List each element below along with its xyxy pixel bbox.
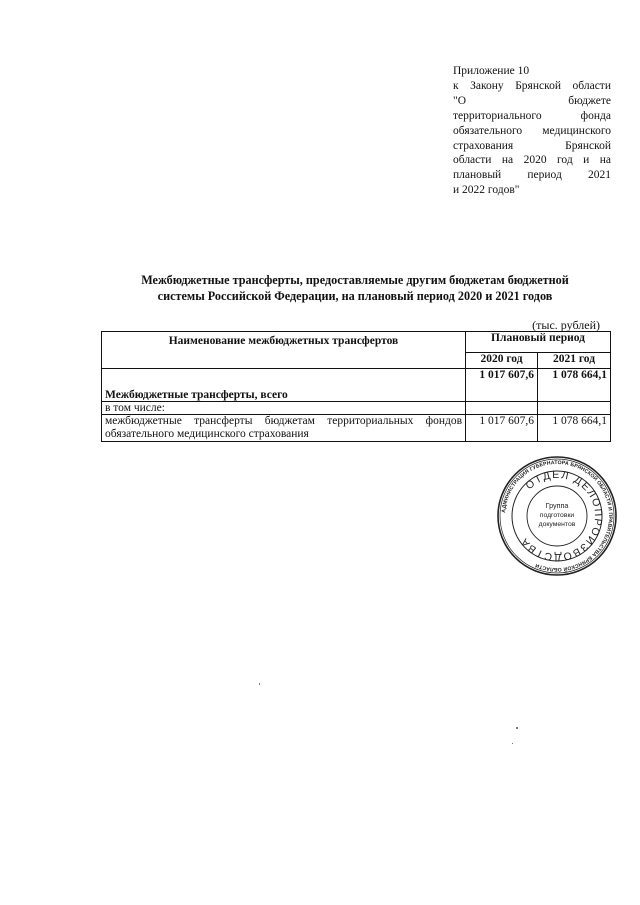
appendix-line: территориального фонда [453,109,611,122]
header-period-cell: Плановый период [466,332,611,353]
row-value-2021: 1 078 664,1 [537,415,610,442]
scan-speck [259,683,260,685]
transfers-table [101,331,611,442]
row-value-2020: 1 017 607,6 [466,369,538,402]
stamp-center-line-2: подготовки [539,512,575,519]
row-label: межбюджетные трансферты бюджетам территориальных фондов обязательного медицинского страхования [102,415,466,442]
row-value-2021 [537,402,610,415]
header-name-cell: Наименование межбюджетных трансфертов [102,332,466,369]
row-label: в том числе: [102,402,466,415]
units-note: (тыс. рублей) [532,318,600,332]
stamp-outer-text: АДМИНИСТРАЦИЯ ГУБЕРНАТОРА БРЯНСКОЙ ОБЛАСТИ И ПРАВИТЕЛЬСТВА БРЯНСКОЙ ОБЛАСТИ [501,459,614,573]
appendix-line: страхования Брянской [453,139,611,152]
appendix-line: обязательного медицинского [453,124,611,137]
official-stamp [496,455,618,577]
stamp-center-line-3: документов [538,521,576,528]
row-value-2020: 1 017 607,6 [466,415,538,442]
row-label: Межбюджетные трансферты, всего [102,369,466,402]
table-header-row [102,332,611,353]
stamp-inner-text: ОТДЕЛ ДЕЛОПРОИЗВОДСТВА [517,468,605,564]
appendix-line: "О бюджете [453,94,611,107]
table-row [102,369,611,402]
title-line-2: системы Российской Федерации, на плановый период 2020 и 2021 годов [157,289,553,303]
table-row [102,402,611,415]
document-title [100,272,610,304]
header-year-2021: 2021 год [537,353,610,369]
appendix-line: и 2022 годов" [453,184,520,197]
title-line-1: Межбюджетные трансферты, предоставляемые другим бюджетам бюджетной [141,273,569,287]
row-value-2020 [466,402,538,415]
appendix-line: Приложение 10 [453,65,530,77]
appendix-line: плановый период 2021 [453,169,611,182]
appendix-line: к Закону Брянской области [453,79,611,92]
header-year-2020: 2020 год [466,353,538,369]
appendix-line: области на 2020 год и на [453,154,611,167]
scan-speck [512,743,513,744]
appendix-block [453,64,611,198]
row-value-2021: 1 078 664,1 [537,369,610,402]
stamp-center-line-1: Группа [545,501,569,510]
table-row [102,415,611,442]
scan-speck [516,727,518,729]
